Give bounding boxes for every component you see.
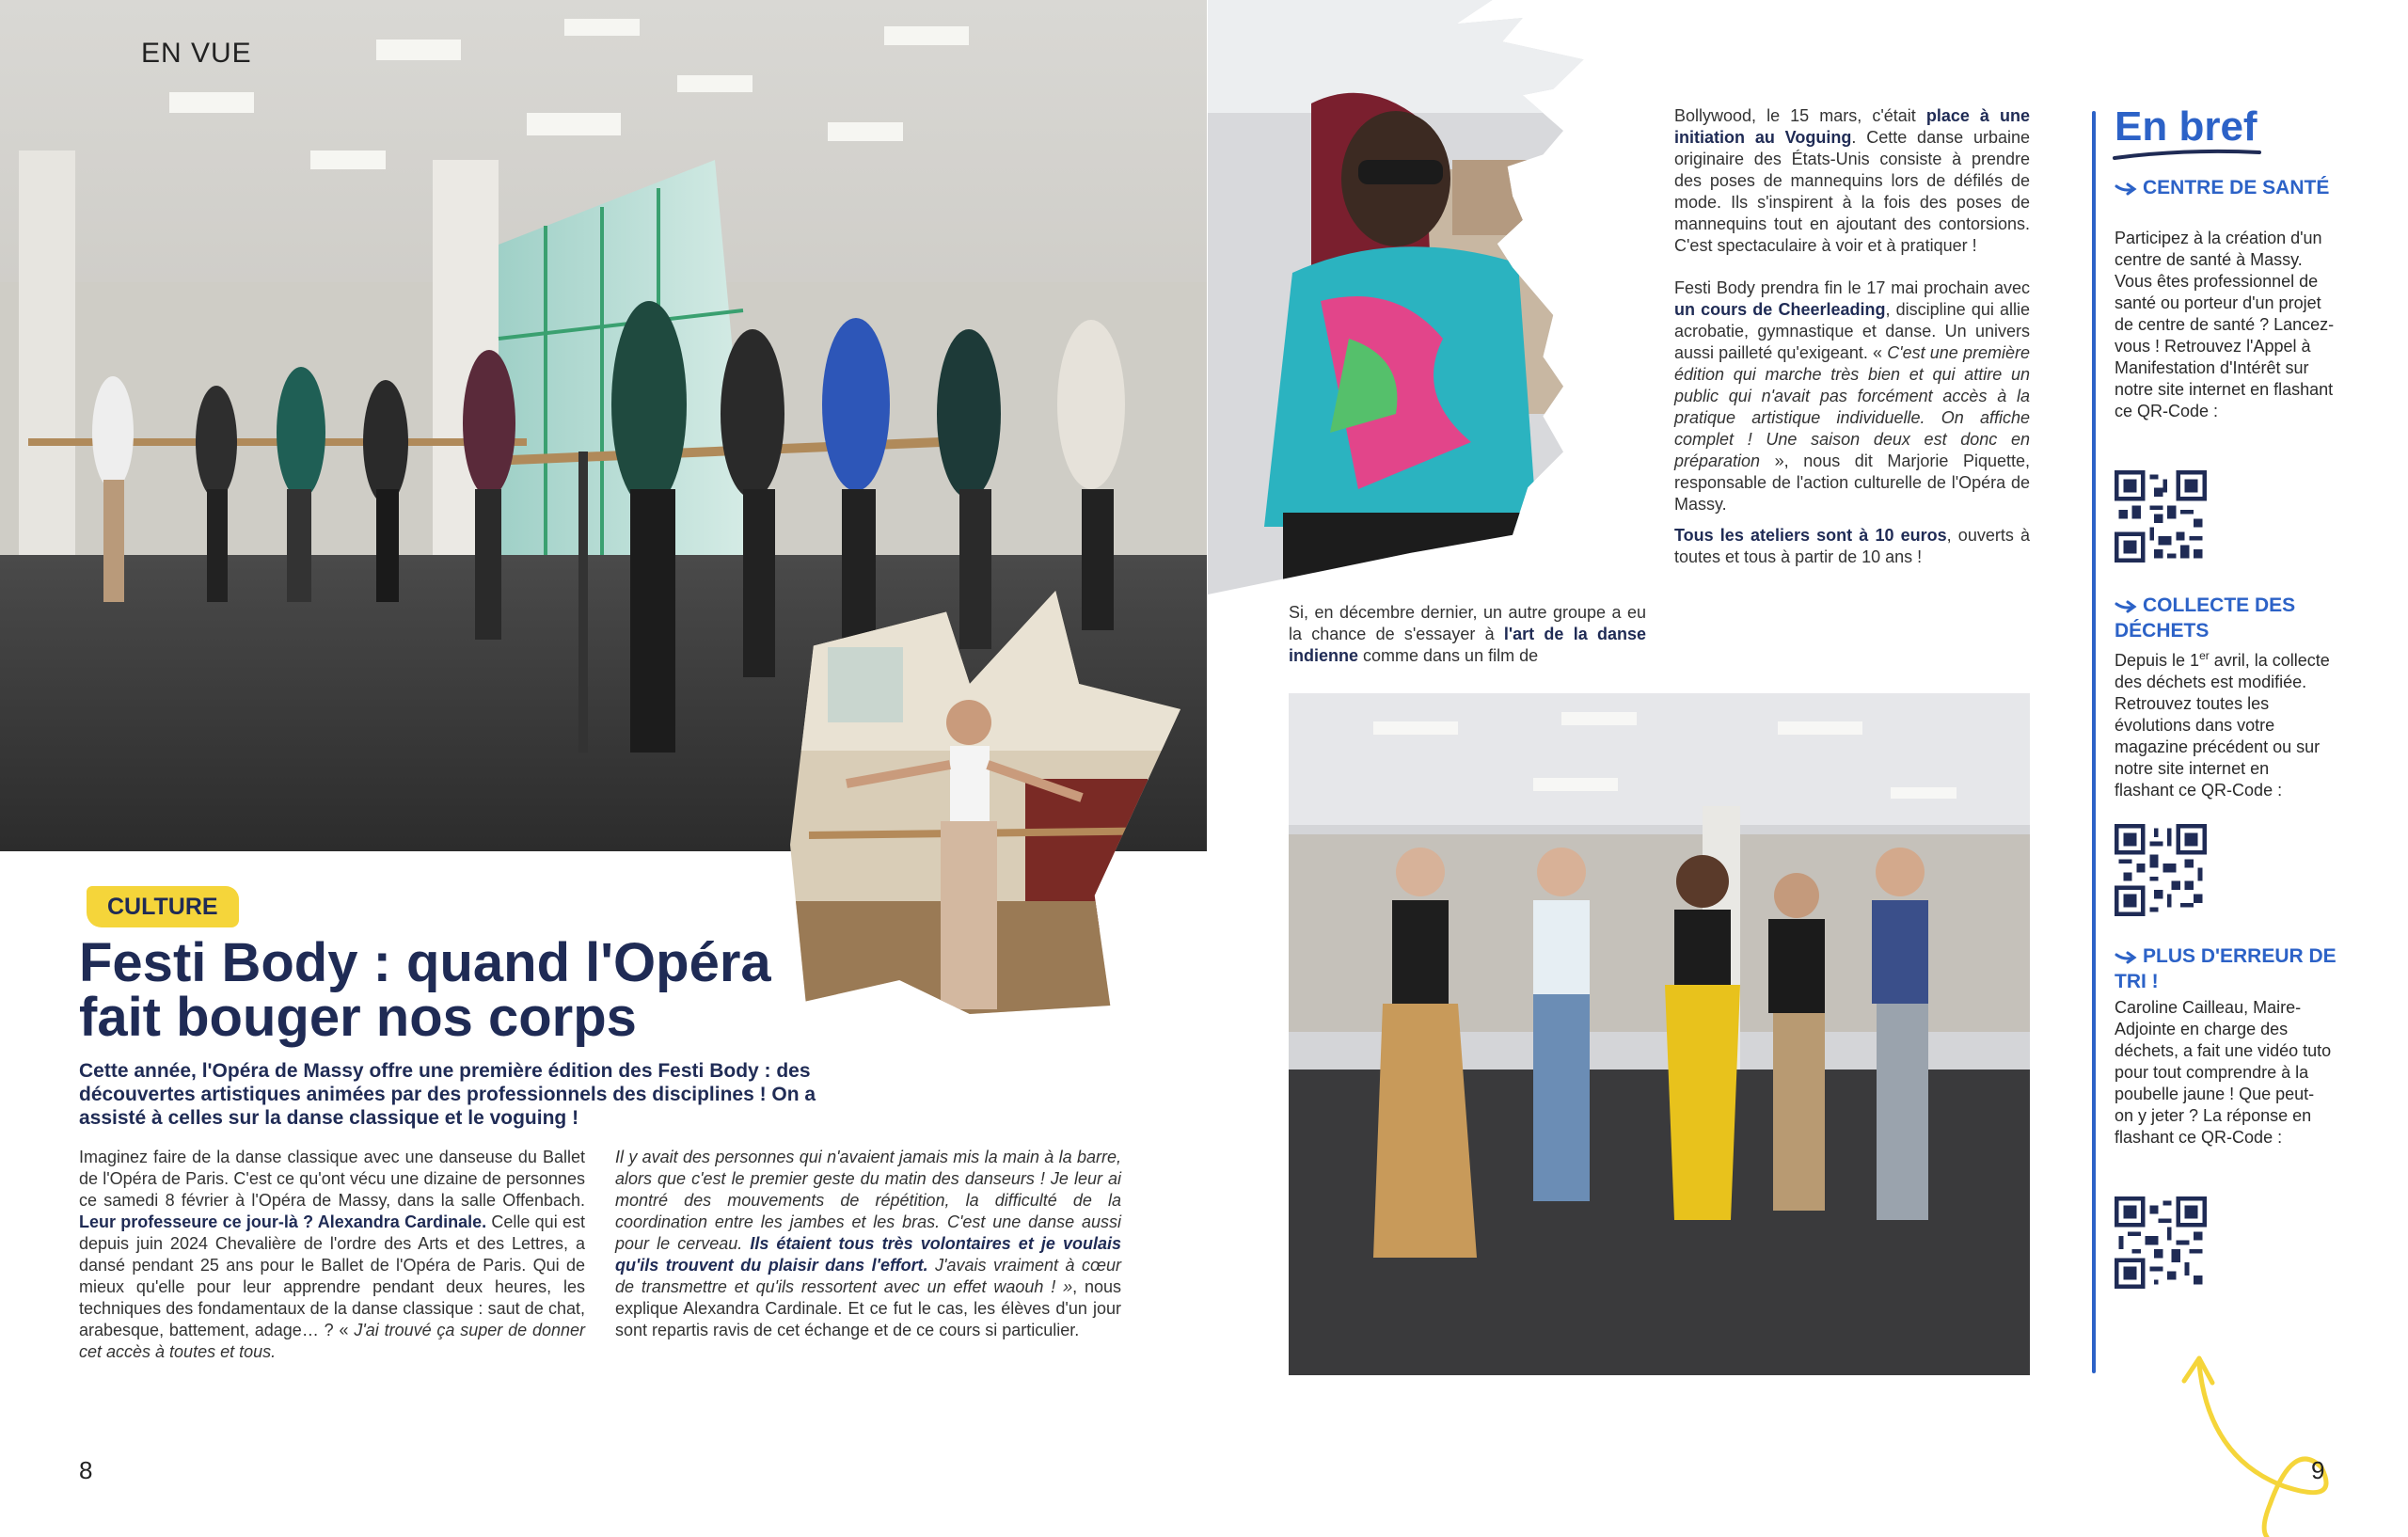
col4-text-6: , ouverts à toutes et tous à partir de 10 ans ! bbox=[1674, 526, 2030, 566]
brief-title-text: PLUS D'ERREUR DE TRI ! bbox=[2115, 945, 2337, 992]
article-column-3 bbox=[1289, 602, 1646, 667]
title-underline-icon bbox=[2111, 147, 2263, 162]
voguing-photo bbox=[1208, 0, 1716, 594]
col2-quote-2: J'avais vraiment à cœur de transmettre et qu'ils ressortent avec un effet waouh ! » bbox=[615, 1256, 1121, 1296]
col1-quote: J'ai trouvé ça super de donner cet accès à toutes et tous. bbox=[79, 1321, 585, 1361]
col2-text: , nous explique Alexandra Cardinale. Et ce fut le cas, les élèves d'un jour sont repartis ravis de cet échange et de ce cours si particulier. bbox=[615, 1277, 1121, 1339]
article-column-4 bbox=[1674, 105, 2030, 568]
brief-body-text: Depuis le 1 bbox=[2115, 651, 2200, 670]
brief-body-erreur-tri: Caroline Cailleau, Maire-Adjointe en charge des déchets, a fait une vidéo tuto pour tout comprendre à la poubelle jaune ! Que peut-on y jeter ? La réponse en flashant ce QR-Code : bbox=[2115, 998, 2332, 1147]
page-number-left: 8 bbox=[79, 1456, 93, 1484]
brief-body-text-2: avril, la collecte des déchets est modifiée. Retrouvez toutes les évolutions dans votre magazine précédent ou sur notre site internet en flashant ce QR-Code : bbox=[2115, 651, 2330, 800]
col1-text: Imaginez faire de la danse classique avec une danseuse du Ballet de l'Opéra de Paris. C'est ce qu'ont vécu une dizaine de personnes ce samedi 8 février à l'Opéra de Massy, dans la salle Offenbach. bbox=[79, 1148, 585, 1210]
col4-bold: place à une initiation au Voguing bbox=[1674, 106, 2031, 147]
col2-quote: Il y avait des personnes qui n'avaient jamais mis la main à la barre, alors que c'est le premier geste du matin des danseurs ! Je leur ai montré des mouvements de répétition, la difficulté de la coordination entre les jambes et les bras. C'est une danse aussi pour le cerveau. bbox=[615, 1148, 1121, 1253]
col1-text-2: Celle qui est depuis juin 2024 Chevalière de l'ordre des Arts et des Lettres, a dansé pendant 25 ans pour le Ballet de l'Opéra de Paris. Qui de mieux qu'elle pour leur apprendre pendant deux heures, les techniques des fondamentaux de la danse classique : saut de chat, arabesque, battement, adage… ? « bbox=[79, 1212, 585, 1339]
col4-bold-3: Tous les ateliers sont à 10 euros bbox=[1674, 526, 1947, 545]
col3-text-2: comme dans un film de bbox=[1358, 646, 1539, 665]
col2-bold-quote: Ils étaient tous très volontaires et je voulais qu'ils trouvent du plaisir dans l'effort. bbox=[615, 1234, 1122, 1275]
brief-title-text: COLLECTE DES DÉCHETS bbox=[2115, 594, 2296, 642]
article-lead: Cette année, l'Opéra de Massy offre une première édition des Festi Body : des découvertes artistiques animées par des professionnels des disciplines ! On a assisté à celles sur la danse classique et le voguing ! bbox=[79, 1060, 816, 1129]
article-headline: Festi Body : quand l'Opéra fait bouger nos corps bbox=[79, 932, 771, 1048]
col4-bold-2: un cours de Cheerleading bbox=[1674, 300, 1886, 319]
col4-text-4: , discipline qui allie acrobatie, gymnastique et danse. Un univers aussi pailleté qu'exigeant. « bbox=[1674, 300, 2030, 362]
section-label: EN VUE bbox=[141, 38, 252, 69]
col3-text: Si, en décembre dernier, un autre groupe a eu la chance de s'essayer à bbox=[1289, 603, 1646, 643]
dance-group-photo bbox=[1289, 693, 2030, 1375]
article-column-1 bbox=[79, 1147, 585, 1363]
col1-bold: Leur professeure ce jour-là ? Alexandra Cardinale. bbox=[79, 1212, 487, 1231]
brief-title-text: CENTRE DE SANTÉ bbox=[2143, 177, 2330, 198]
sidebar-divider bbox=[2092, 111, 2096, 1373]
col3-bold: l'art de la danse indienne bbox=[1289, 625, 1646, 665]
col4-quote: C'est une première édition qui marche très bien et qui attire un public qui n'avait pas forcément accès à la pratique artistique individuelle. On affiche complet ! Une saison deux est donc en préparation bbox=[1674, 343, 2030, 470]
article-column-2 bbox=[615, 1147, 1121, 1341]
page-number-right: 9 bbox=[2311, 1456, 2325, 1484]
col4-text-2: . Cette danse urbaine originaire des États-Unis consiste à prendre des poses de mannequins lors de défilés de mode. Ils s'inspirent à la fois des poses de mannequins tout en ajoutant des contorsions. C'est spectaculaire à voir et à pratiquer ! bbox=[1674, 128, 2030, 255]
col4-text: Bollywood, le 15 mars, c'était bbox=[1674, 106, 1926, 125]
decorative-swirl-arrow-icon bbox=[2180, 1345, 2340, 1537]
en-bref-title: En bref bbox=[2115, 103, 2258, 150]
qr-code-centre-sante[interactable] bbox=[2115, 470, 2207, 563]
qr-code-erreur-tri[interactable] bbox=[2115, 1196, 2207, 1289]
brief-body-sup: er bbox=[2199, 649, 2210, 662]
col4-text-5: », nous dit Marjorie Piquette, responsable de l'action culturelle de l'Opéra de Massy. bbox=[1674, 452, 2030, 514]
brief-title-erreur-tri bbox=[2115, 943, 2340, 994]
brief-title-collecte bbox=[2115, 593, 2340, 643]
brief-title-centre-sante bbox=[2115, 175, 2359, 200]
category-tag: CULTURE bbox=[87, 886, 239, 927]
qr-code-collecte[interactable] bbox=[2115, 824, 2207, 916]
col4-text-3: Festi Body prendra fin le 17 mai prochain avec bbox=[1674, 278, 2030, 297]
brief-body-centre-sante: Participez à la création d'un centre de santé à Massy. Vous êtes professionnel de santé ou porteur d'un projet de centre de santé ? Lancez-vous ! Retrouvez l'Appel à Manifestation d'Intérêt sur notre site internet en flashant ce QR-Code : bbox=[2115, 229, 2335, 420]
brief-body-collecte bbox=[2115, 645, 2333, 801]
